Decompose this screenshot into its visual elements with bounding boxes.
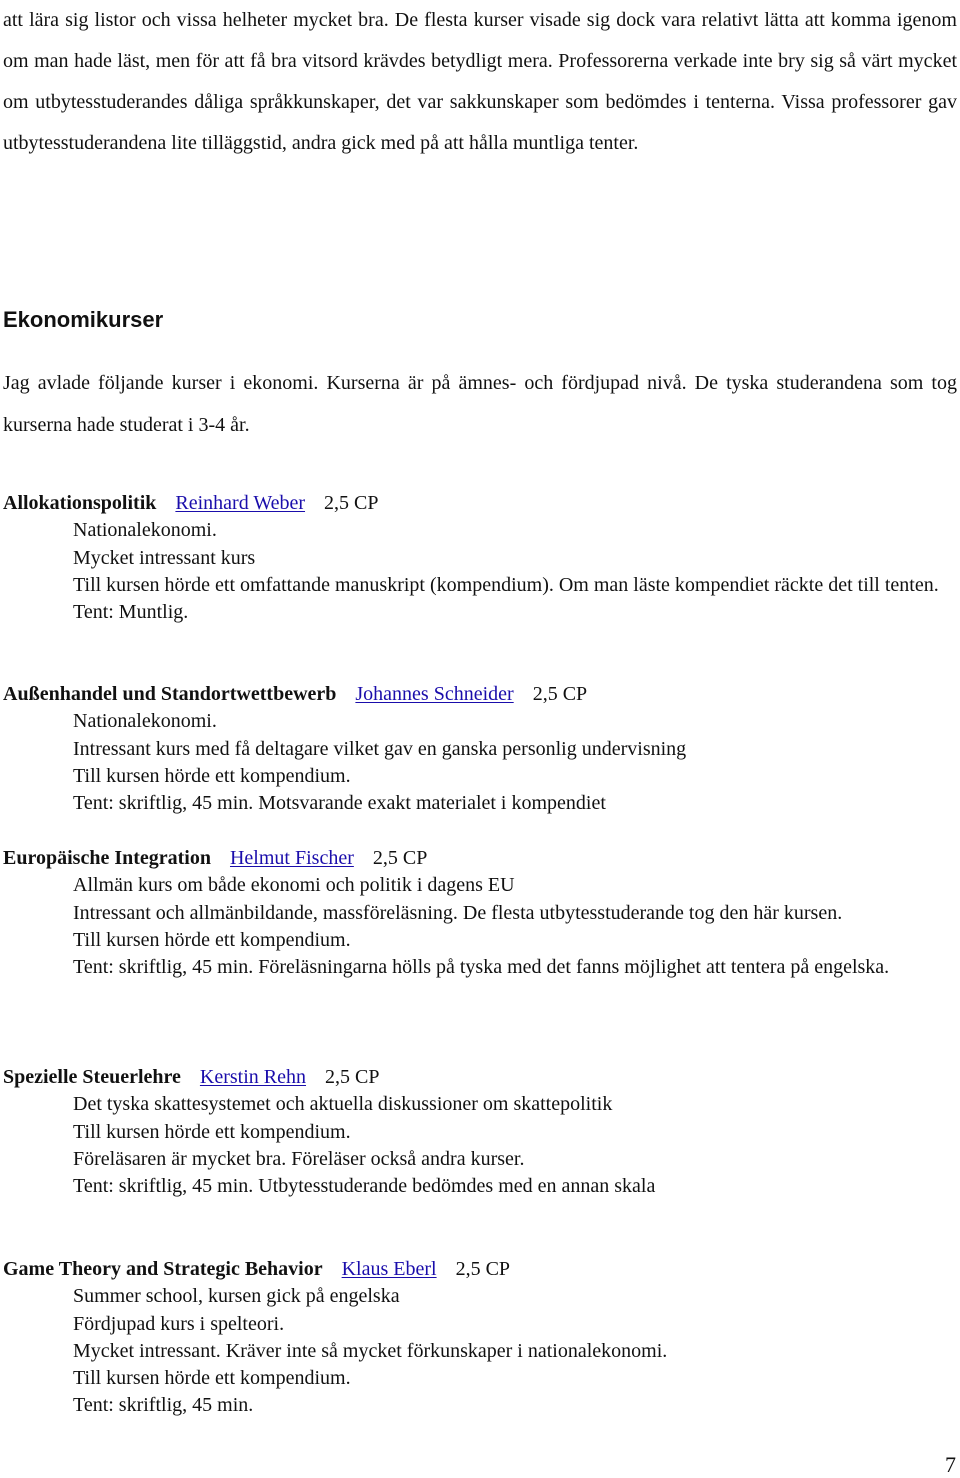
course-note: Mycket intressant kurs <box>73 546 256 569</box>
course-note: Tent: skriftlig, 45 min. Föreläsningarna hölls på tyska med det fanns möjlighet att tentera på engelska. <box>73 956 890 979</box>
course-title-line <box>3 845 957 872</box>
course-note: Det tyska skattesystemet och aktuella diskussioner om skattepolitik <box>73 1093 613 1116</box>
course-title-line <box>3 681 957 708</box>
course-note: Nationalekonomi. <box>73 710 217 733</box>
course-credits: 2,5 CP <box>372 847 428 869</box>
course-title-line <box>3 1064 957 1091</box>
course-note: Tent: skriftlig, 45 min. Motsvarande exakt materialet i kompendiet <box>73 792 606 815</box>
course-note: Till kursen hörde ett kompendium. <box>73 1120 351 1143</box>
course-name: Game Theory and Strategic Behavior <box>3 1258 323 1280</box>
course-note: Fördjupad kurs i spelteori. <box>73 1312 285 1335</box>
course-note: Till kursen hörde ett kompendium. <box>73 1367 351 1390</box>
course-entry <box>3 490 957 681</box>
course-note: Till kursen hörde ett omfattande manuskript (kompendium). Om man läste kompendiet räckte det till tenten. <box>73 573 939 596</box>
course-entry <box>3 681 957 845</box>
course-credits: 2,5 CP <box>455 1258 511 1280</box>
intro-paragraph: att lära sig listor och vissa helheter mycket bra. De flesta kurser visade sig dock vara relativt lätta att komma igenom om man hade läst, men för att få bra vitsord krävdes betydligt mera. Professorerna verkade inte bry sig så värt mycket om utbytesstuderandes dåliga språkkunskaper, det var sakkunskaper som bedömdes i tenterna. Vissa professorer gav utbytesstuderandena lite tilläggstid, andra gick med på att hålla muntliga tenter. <box>3 9 957 154</box>
course-name: Allokationspolitik <box>3 492 157 514</box>
teacher-link[interactable]: Reinhard Weber <box>175 492 306 514</box>
course-notes <box>3 1091 957 1200</box>
course-title-line <box>3 490 957 517</box>
course-entry <box>3 1256 957 1420</box>
course-note: Föreläsaren är mycket bra. Föreläser också andra kurser. <box>73 1147 525 1170</box>
teacher-link[interactable]: Kerstin Rehn <box>199 1066 307 1088</box>
course-note: Summer school, kursen gick på engelska <box>73 1285 400 1308</box>
course-entry <box>3 845 957 1064</box>
course-name: Außenhandel und Standortwettbewerb <box>3 683 337 705</box>
course-notes <box>3 708 957 817</box>
course-note: Mycket intressant. Kräver inte så mycket förkunskaper i nationalekonomi. <box>73 1339 668 1362</box>
course-note: Tent: Muntlig. <box>73 601 189 624</box>
course-notes <box>3 517 957 626</box>
section-lead-paragraph: Jag avlade följande kurser i ekonomi. Kurserna är på ämnes- och fördjupad nivå. De tyska studerandena som tog kurserna hade studerat i 3-4 år. <box>3 372 957 436</box>
teacher-link[interactable]: Johannes Schneider <box>355 683 514 705</box>
course-note: Intressant och allmänbildande, massföreläsning. De flesta utbytesstuderande tog den här kursen. <box>73 901 843 924</box>
course-note: Tent: skriftlig, 45 min. Utbytesstuderande bedömdes med en annan skala <box>73 1175 656 1198</box>
course-credits: 2,5 CP <box>324 492 379 514</box>
course-notes <box>3 872 957 981</box>
course-list <box>3 490 957 1420</box>
course-note: Till kursen hörde ett kompendium. <box>73 764 351 787</box>
course-notes <box>3 1283 957 1419</box>
course-note: Intressant kurs med få deltagare vilket gav en ganska personlig undervisning <box>73 737 687 760</box>
course-entry <box>3 1064 957 1256</box>
page-number: 7 <box>945 1452 956 1477</box>
course-name: Europäische Integration <box>3 847 211 869</box>
teacher-link[interactable]: Klaus Eberl <box>341 1258 437 1280</box>
course-title-line <box>3 1256 957 1283</box>
course-note: Till kursen hörde ett kompendium. <box>73 928 351 951</box>
course-credits: 2,5 CP <box>532 683 588 705</box>
course-credits: 2,5 CP <box>325 1066 380 1088</box>
teacher-link[interactable]: Helmut Fischer <box>229 847 354 869</box>
course-note: Allmän kurs om både ekonomi och politik i dagens EU <box>73 874 515 897</box>
course-note: Nationalekonomi. <box>73 519 217 542</box>
course-note: Tent: skriftlig, 45 min. <box>73 1394 254 1417</box>
course-name: Spezielle Steuerlehre <box>3 1066 181 1088</box>
section-heading: Ekonomikurser <box>3 307 164 332</box>
